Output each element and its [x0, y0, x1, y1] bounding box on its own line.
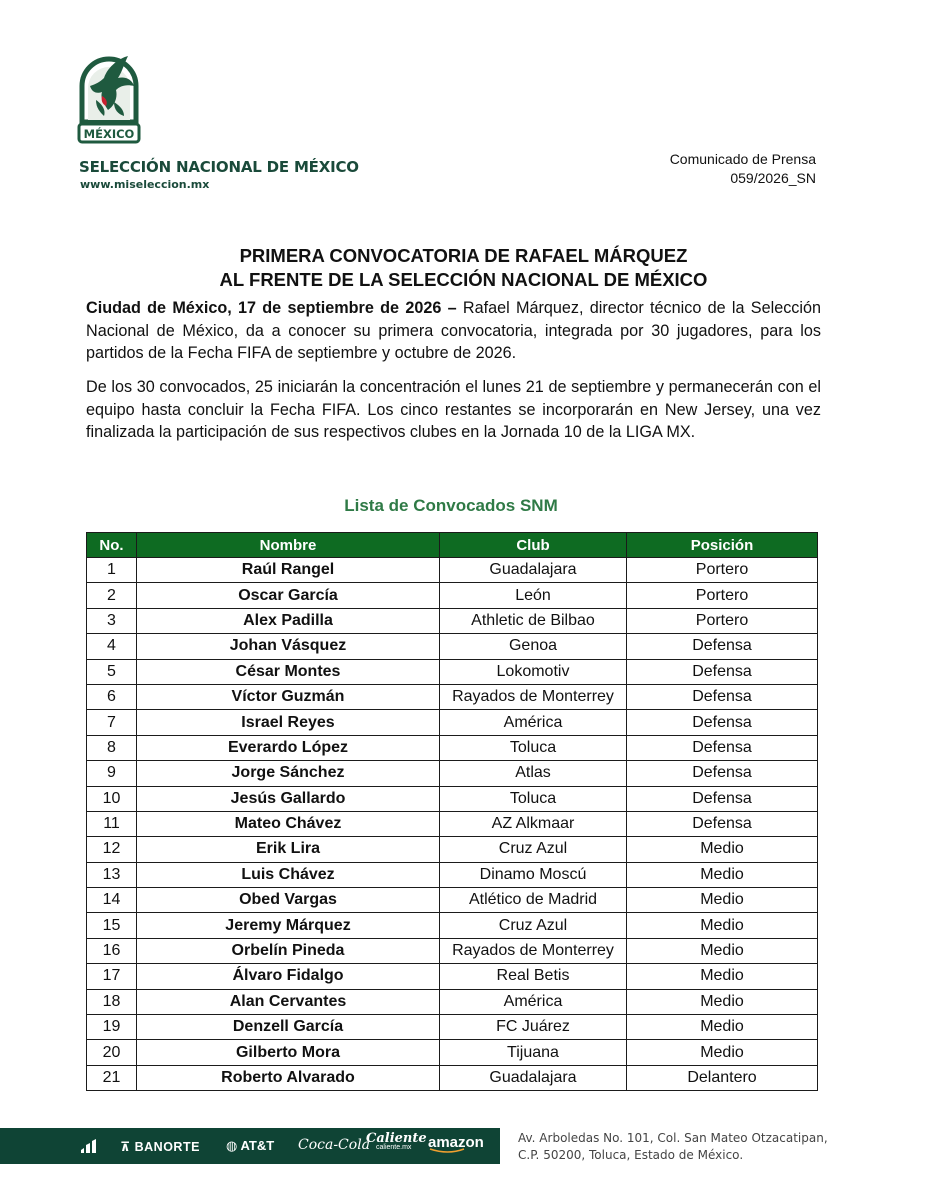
table-row [87, 710, 818, 735]
player-position: Portero [627, 583, 818, 608]
mexico-federation-logo [74, 52, 144, 146]
player-position: Defensa [627, 710, 818, 735]
header-name: Nombre [137, 533, 440, 558]
player-position: Medio [627, 888, 818, 913]
player-position: Defensa [627, 735, 818, 760]
table-row [87, 583, 818, 608]
player-club: Atlas [440, 761, 627, 786]
table-row [87, 1065, 818, 1090]
header-no: No. [87, 533, 137, 558]
table-header-row [87, 533, 818, 558]
player-club: FC Juárez [440, 1015, 627, 1040]
player-name: Jesús Gallardo [137, 786, 440, 811]
player-name: Roberto Alvarado [137, 1065, 440, 1090]
paragraph-1-lead: Ciudad de México, 17 de septiembre de 2026 – [86, 299, 457, 317]
address-line-2: C.P. 50200, Toluca, Estado de México. [518, 1148, 744, 1162]
table-row [87, 608, 818, 633]
player-name: Alan Cervantes [137, 989, 440, 1014]
row-number: 19 [87, 1015, 137, 1040]
player-name: Everardo López [137, 735, 440, 760]
roster-title: Lista de Convocados SNM [344, 496, 558, 515]
table-row [87, 989, 818, 1014]
press-number: 059/2026_SN [730, 170, 816, 186]
table-row [87, 1015, 818, 1040]
player-club: Dinamo Moscú [440, 862, 627, 887]
table-row [87, 913, 818, 938]
row-number: 3 [87, 608, 137, 633]
player-position: Delantero [627, 1065, 818, 1090]
org-url[interactable]: www.miseleccion.mx [80, 178, 210, 191]
player-club: Athletic de Bilbao [440, 608, 627, 633]
player-club: Guadalajara [440, 1065, 627, 1090]
player-name: Álvaro Fidalgo [137, 964, 440, 989]
row-number: 10 [87, 786, 137, 811]
row-number: 6 [87, 684, 137, 709]
row-number: 18 [87, 989, 137, 1014]
player-name: Obed Vargas [137, 888, 440, 913]
header-club: Club [440, 533, 627, 558]
player-position: Defensa [627, 659, 818, 684]
player-club: Tijuana [440, 1040, 627, 1065]
paragraph-2: De los 30 convocados, 25 iniciarán la concentración el lunes 21 de septiembre y permanecerán con el equipo hasta concluir la Fecha FIFA. Los cinco restantes se incorporarán en New Jersey, una vez finalizada la participación de sus respectivos clubes en la Jornada 10 de la LIGA MX. [86, 378, 821, 441]
player-position: Medio [627, 1040, 818, 1065]
row-number: 20 [87, 1040, 137, 1065]
player-position: Medio [627, 938, 818, 963]
document-title [0, 244, 927, 292]
player-position: Defensa [627, 634, 818, 659]
player-position: Medio [627, 913, 818, 938]
table-row [87, 659, 818, 684]
player-club: Guadalajara [440, 558, 627, 583]
player-club: Toluca [440, 786, 627, 811]
table-row [87, 938, 818, 963]
player-club: Rayados de Monterrey [440, 684, 627, 709]
player-club: Genoa [440, 634, 627, 659]
row-number: 1 [87, 558, 137, 583]
player-club: América [440, 989, 627, 1014]
player-club: Lokomotiv [440, 659, 627, 684]
table-row [87, 761, 818, 786]
player-club: Toluca [440, 735, 627, 760]
row-number: 11 [87, 811, 137, 836]
player-position: Portero [627, 558, 818, 583]
player-club: Real Betis [440, 964, 627, 989]
row-number: 21 [87, 1065, 137, 1090]
table-row [87, 735, 818, 760]
sponsor-amazon: amazon [428, 1134, 484, 1154]
press-label: Comunicado de Prensa [669, 151, 816, 167]
player-name: Denzell García [137, 1015, 440, 1040]
row-number: 12 [87, 837, 137, 862]
banorte-icon: ⊼ [120, 1140, 135, 1154]
player-name: Erik Lira [137, 837, 440, 862]
player-name: Mateo Chávez [137, 811, 440, 836]
player-position: Medio [627, 862, 818, 887]
adidas-logo [80, 1138, 98, 1159]
press-release-label [670, 150, 816, 188]
row-number: 2 [87, 583, 137, 608]
table-row [87, 964, 818, 989]
row-number: 14 [87, 888, 137, 913]
table-row [87, 811, 818, 836]
att-globe-icon: ◍ [226, 1138, 238, 1153]
table-row [87, 634, 818, 659]
player-position: Medio [627, 837, 818, 862]
row-number: 7 [87, 710, 137, 735]
header-position: Posición [627, 533, 818, 558]
logo-text: MÉXICO [83, 127, 135, 141]
row-number: 8 [87, 735, 137, 760]
sponsor-caliente [366, 1131, 427, 1151]
player-position: Medio [627, 964, 818, 989]
player-club: América [440, 710, 627, 735]
org-name: SELECCIÓN NACIONAL DE MÉXICO [79, 158, 359, 176]
sponsor-att: ◍ AT&T [226, 1138, 275, 1153]
title-line-1: PRIMERA CONVOCATORIA DE RAFAEL MÁRQUEZ [239, 245, 688, 266]
player-name: Orbelín Pineda [137, 938, 440, 963]
row-number: 5 [87, 659, 137, 684]
caliente-url: caliente.mx [376, 1144, 412, 1151]
table-row [87, 862, 818, 887]
player-club: AZ Alkmaar [440, 811, 627, 836]
sponsor-banorte: ⊼ BANORTE [120, 1140, 200, 1154]
player-position: Medio [627, 989, 818, 1014]
player-name: Víctor Guzmán [137, 684, 440, 709]
paragraph-1 [86, 297, 821, 365]
player-position: Defensa [627, 786, 818, 811]
player-name: Oscar García [137, 583, 440, 608]
roster-table [86, 532, 818, 1091]
row-number: 15 [87, 913, 137, 938]
player-position: Defensa [627, 811, 818, 836]
sponsor-cocacola: Coca-Cola [298, 1137, 371, 1153]
table-row [87, 786, 818, 811]
player-club: Cruz Azul [440, 913, 627, 938]
player-club: León [440, 583, 627, 608]
address-line-1: Av. Arboledas No. 101, Col. San Mateo Otzacatipan, [518, 1131, 828, 1145]
player-name: Jorge Sánchez [137, 761, 440, 786]
caliente-wordmark: Caliente [366, 1131, 427, 1146]
row-number: 4 [87, 634, 137, 659]
player-position: Medio [627, 1015, 818, 1040]
player-name: Alex Padilla [137, 608, 440, 633]
row-number: 16 [87, 938, 137, 963]
table-row [87, 888, 818, 913]
player-name: Jeremy Márquez [137, 913, 440, 938]
row-number: 9 [87, 761, 137, 786]
player-name: Luis Chávez [137, 862, 440, 887]
table-row [87, 684, 818, 709]
footer-address [518, 1130, 838, 1164]
player-position: Defensa [627, 761, 818, 786]
row-number: 17 [87, 964, 137, 989]
table-row [87, 837, 818, 862]
player-position: Portero [627, 608, 818, 633]
player-name: Raúl Rangel [137, 558, 440, 583]
title-line-2: AL FRENTE DE LA SELECCIÓN NACIONAL DE MÉXICO [219, 269, 708, 290]
player-name: Israel Reyes [137, 710, 440, 735]
table-row [87, 1040, 818, 1065]
player-name: Johan Vásquez [137, 634, 440, 659]
player-club: Cruz Azul [440, 837, 627, 862]
paragraph-1-text: Rafael Márquez, director técnico de la Selección Nacional de México, da a conocer su primera convocatoria, integrada por 30 jugadores, para los partidos de la Fecha FIFA de septiembre y octubre de 2026. [86, 299, 821, 362]
player-position: Defensa [627, 684, 818, 709]
table-row [87, 558, 818, 583]
player-name: César Montes [137, 659, 440, 684]
row-number: 13 [87, 862, 137, 887]
player-club: Atlético de Madrid [440, 888, 627, 913]
player-name: Gilberto Mora [137, 1040, 440, 1065]
player-club: Rayados de Monterrey [440, 938, 627, 963]
